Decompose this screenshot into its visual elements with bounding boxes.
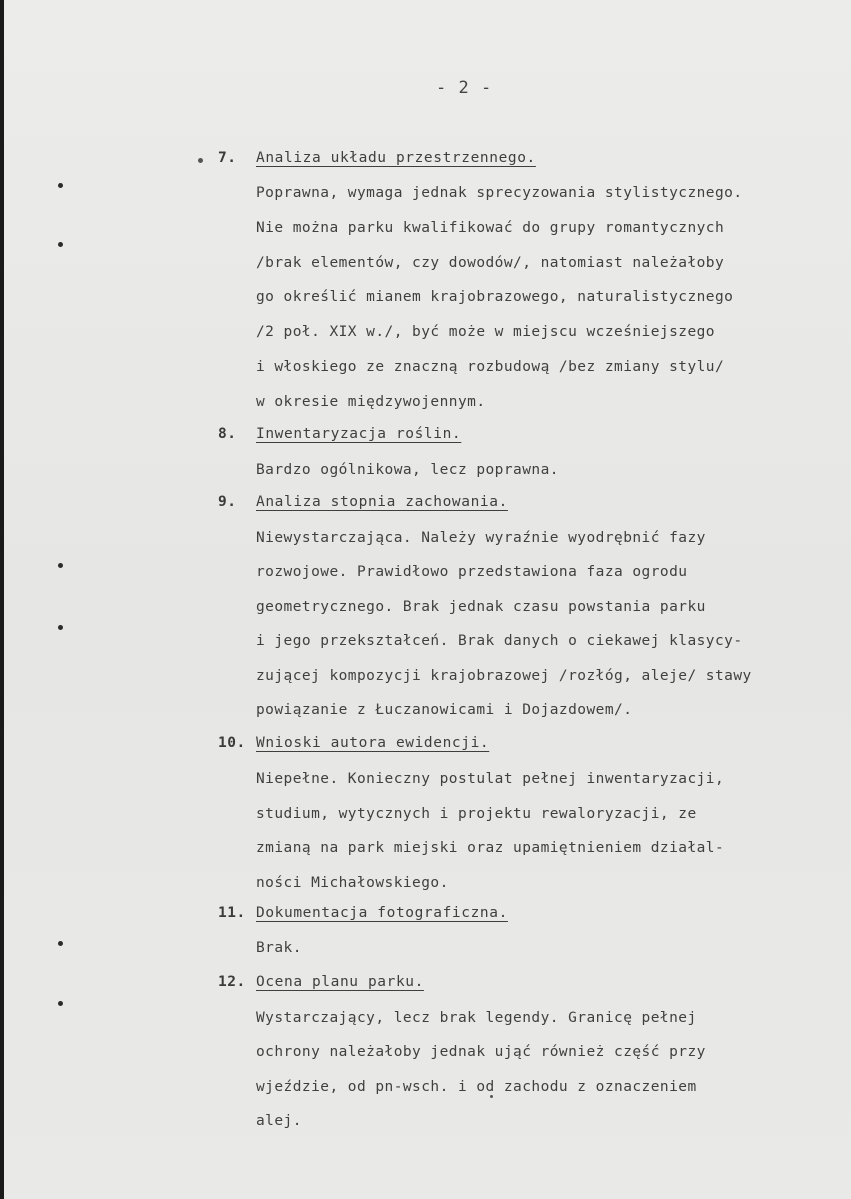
text-line: Bardzo ogólnikowa, lecz poprawna. [256,462,559,478]
margin-dot [58,1001,63,1006]
section-number: 10. [218,735,246,751]
text-line: /2 poł. XIX w./, być może w miejscu wcześniejszego [256,324,715,340]
section-heading: Dokumentacja fotograficzna. [256,905,508,921]
text-line: w okresie międzywojennym. [256,394,486,410]
bullet-mark [198,158,203,163]
text-line: studium, wytycznych i projektu rewaloryzacji, ze [256,806,697,822]
text-line: /brak elementów, czy dowodów/, natomiast należałoby [256,255,725,271]
section-heading: Analiza układu przestrzennego. [256,150,536,166]
margin-dot [58,941,63,946]
text-line: Brak. [256,940,302,956]
section-number: 11. [218,905,246,921]
text-line: rozwojowe. Prawidłowo przedstawiona faza ogrodu [256,564,688,580]
text-line: zującej kompozycji krajobrazowej /rozłóg, aleje/ stawy [256,668,752,684]
text-line: geometrycznego. Brak jednak czasu powstania parku [256,599,706,615]
margin-dot [58,242,63,247]
margin-dot [58,183,63,188]
text-line: ochrony należałoby jednak ująć również część przy [256,1044,706,1060]
text-line: ności Michałowskiego. [256,875,449,891]
section-number: 9. [218,494,237,510]
section-number: 7. [218,150,237,166]
text-line: i włoskiego ze znaczną rozbudową /bez zmiany stylu/ [256,359,725,375]
text-line: go określić mianem krajobrazowego, naturalistycznego [256,289,734,305]
text-line: Nie można parku kwalifikować do grupy romantycznych [256,220,725,236]
section-heading: Wnioski autora ewidencji. [256,735,490,751]
text-line: alej. [256,1113,302,1129]
text-line: Wystarczający, lecz brak legendy. Granicę pełnej [256,1010,697,1026]
scan-edge [0,0,4,1199]
margin-dot [58,625,63,630]
page-number: - 2 - [436,78,493,98]
text-line: Niewystarczająca. Należy wyraźnie wyodrębnić fazy [256,530,706,546]
text-line: wjeździe, od pn-wsch. i od zachodu z oznaczeniem [256,1079,697,1095]
section-heading: Analiza stopnia zachowania. [256,494,508,510]
section-number: 12. [218,974,246,990]
section-heading: Inwentaryzacja roślin. [256,426,462,442]
section-number: 8. [218,426,237,442]
margin-dot [58,563,63,568]
text-line: i jego przekształceń. Brak danych o ciekawej klasycy- [256,633,743,649]
section-heading: Ocena planu parku. [256,974,424,990]
text-line: zmianą na park miejski oraz upamiętnieniem działal- [256,840,725,856]
text-line: Niepełne. Konieczny postulat pełnej inwentaryzacji, [256,771,725,787]
text-line: Poprawna, wymaga jednak sprecyzowania stylistycznego. [256,185,743,201]
text-line: powiązanie z Łuczanowicami i Dojazdowem/. [256,702,633,718]
